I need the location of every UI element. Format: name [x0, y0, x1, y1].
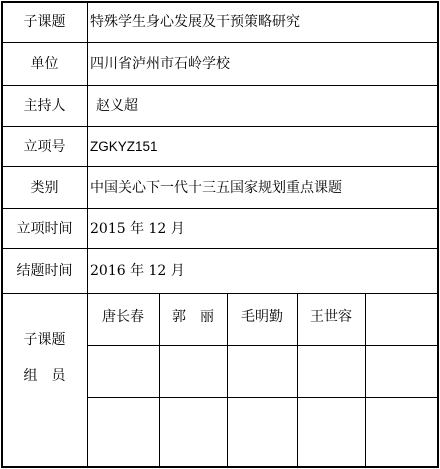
label-project-number: 立项号: [23, 138, 66, 155]
member-4: 王世容: [310, 309, 352, 325]
border-right: [437, 1, 439, 468]
row-divider: [1, 85, 439, 86]
row-divider: [1, 248, 439, 249]
label-unit: 单位: [30, 56, 59, 72]
value-end-time: 2016 年 12 月: [90, 263, 185, 279]
member-row-divider: [87, 345, 439, 346]
row-divider: [1, 126, 439, 127]
label-end-time: 结题时间: [16, 263, 73, 279]
member-1: 唐长春: [102, 309, 144, 325]
label-start-time: 立项时间: [16, 220, 73, 237]
label-column-divider: [87, 1, 88, 468]
label-members-line1: 子课题: [23, 332, 66, 348]
label-host: 主持人: [23, 98, 66, 114]
member-column-divider: [227, 293, 228, 468]
row-divider: [1, 208, 439, 209]
member-3: 毛明勤: [241, 309, 283, 325]
member-row-divider: [87, 397, 439, 398]
border-bottom: [1, 466, 439, 468]
member-column-divider: [365, 293, 366, 468]
value-subproject: 特殊学生身心发展及干预策略研究: [90, 14, 300, 30]
label-members: [2, 294, 87, 467]
row-divider: [1, 166, 439, 167]
value-category: 中国关心下一代十三五国家规划重点课题: [90, 179, 342, 196]
value-start-time: 2015 年 12 月: [90, 220, 185, 237]
value-unit: 四川省泸州市石岭学校: [90, 56, 230, 72]
member-column-divider: [159, 293, 160, 468]
row-divider: [1, 42, 439, 43]
border-left: [1, 1, 3, 468]
member-column-divider: [297, 293, 298, 468]
value-project-number: ZGKYZ151: [90, 138, 158, 154]
label-subproject: 子课题: [23, 14, 66, 30]
row-divider: [1, 293, 439, 294]
border-top: [1, 1, 439, 3]
member-2: 郭 丽: [172, 309, 214, 325]
label-members-line2: 组 员: [23, 368, 66, 384]
value-host: 赵义超: [96, 98, 138, 114]
label-category: 类别: [30, 179, 59, 196]
